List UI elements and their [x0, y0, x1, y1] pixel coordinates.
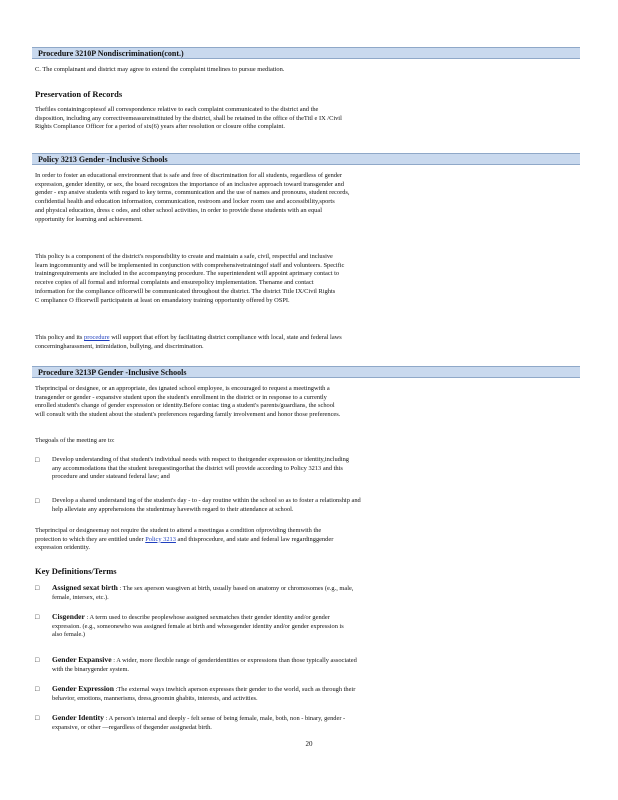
text-line: expression oridentity.	[35, 544, 90, 552]
checkbox-bullet-icon: □	[35, 685, 40, 693]
text-line: Thefiles containingcopiesof all correspondence relative to each complaint communicated to the district and the	[35, 106, 319, 113]
text-fragment: and thisprocedure, and state and federal law regardinggender	[177, 535, 334, 543]
page-number: 20	[305, 740, 313, 748]
policy-3213-link[interactable]: Policy 3213	[145, 535, 176, 543]
definition-term: Assigned sexat birth	[52, 584, 118, 592]
checkbox-bullet-icon: □	[35, 456, 40, 464]
checkbox-bullet-icon: □	[35, 613, 40, 621]
definition-term: Gender Identity	[52, 714, 104, 722]
text-line: learn ingcommunity and will be implemented in conjunction with comprehensivetrainingof staff and volunteers. Specific	[35, 261, 345, 269]
section-header-procedure-3210p: Procedure 3210P Nondiscrimination(cont.)	[32, 47, 580, 59]
checkbox-bullet-icon: □	[35, 656, 40, 664]
definition-text	[52, 685, 572, 703]
text-line: any accommodations that the student isrequestingorthat the district will provide according to Policy 3213 and this	[52, 464, 343, 472]
definition-term: Cisgender	[52, 613, 85, 621]
paragraph-goals	[35, 437, 570, 446]
text-line	[52, 656, 572, 666]
text-line: gender - exp ansive students with regard to key terms, communication and the use of names and pronouns, student records,	[35, 189, 350, 197]
text-line: behavior, emotions, mannerisms, dress,groomin ghabits, interests, and activities.	[52, 694, 258, 702]
text-line: enrolled student's change of gender expression or identity.Before contac ting a student's parents/guardians, the school	[35, 402, 335, 410]
text-line: C ompliance O fficerwill participatein at least on emandatory training opportunity offered by OSPI.	[35, 296, 290, 304]
paragraph-mediation	[35, 66, 570, 75]
text-line	[35, 334, 570, 343]
text-line: Theprincipal or designeemay not require the student to attend a meetingas a condition ofproviding themwith the	[35, 527, 322, 534]
text-line	[52, 584, 572, 594]
text-line: female, intersex, etc.).	[52, 593, 109, 601]
paragraph-procedure-meeting	[35, 385, 570, 420]
bullet-text	[52, 497, 572, 514]
text-line: information for the compliance officerwill be communicated throughout the district. The district Title IX/Civil Rights	[35, 287, 336, 295]
text-line: concerningharassment, intimidation, bullying, and discrimination.	[35, 342, 204, 350]
text-line: receive copies of all formal and informal complaints and ensurepolicy implementation. Thename and contact	[35, 279, 314, 287]
text-line: Rights Compliance Officer for a period of six(6) years after resolution or closure ofthe complaint.	[35, 123, 285, 131]
text-line: Develop a shared understand ing of the student's day - to - day routine within the school so as to foster a relationship and	[52, 497, 361, 504]
text-line: trainingrequirements are included in the accompanying procedure. The superintendent will appoint aprimary contact to	[35, 270, 340, 278]
text-line	[52, 685, 572, 695]
definition-text	[52, 584, 572, 602]
definition-body: : A person's internal and deeply - felt sense of being female, male, both, non - binary, gender -	[105, 715, 346, 722]
paragraph-policy-component	[35, 253, 570, 305]
checkbox-bullet-icon: □	[35, 714, 40, 722]
definition-body: : The sex aperson wasgiven at birth, usually based on anatomy or chromosomes (e.g., male,	[119, 585, 354, 592]
text-fragment: will support that effort by facilitating district compliance with local, state and federal laws	[111, 334, 342, 341]
text-fragment: protection to which they are entitled under	[35, 535, 144, 543]
text-line: Theprincipal or designee, or an appropriate, des ignated school employee, is encouraged to request a meetingwith a	[35, 385, 330, 392]
definition-text	[52, 656, 572, 674]
section-header-policy-3213: Policy 3213 Gender -Inclusive Schools	[32, 153, 580, 165]
text-line: expansive, or other —regardless of thegender assignedat birth.	[52, 723, 212, 731]
text-fragment: This policy and its	[35, 334, 83, 341]
text-line: also female.)	[52, 631, 86, 639]
text-line: with the binarygender system.	[52, 665, 130, 673]
paragraph-not-require	[35, 527, 570, 553]
definition-body: : A term used to describe peoplewhose assigned sexmatches their gender identity and/or gender	[86, 614, 330, 621]
bullet-text	[52, 456, 572, 482]
text-line: In order to foster an educational environment that is safe and free of discrimination for all students, regardless of gender	[35, 172, 343, 179]
definition-term: Gender Expansive	[52, 656, 112, 664]
text-line	[52, 613, 572, 623]
heading-preservation-of-records: Preservation of Records	[35, 89, 123, 99]
procedure-link[interactable]: procedure	[84, 334, 110, 341]
definition-text	[52, 613, 572, 640]
definition-text	[52, 714, 572, 732]
definition-term: Gender Expression	[52, 685, 114, 693]
definition-body: : A wider, more flexible range of genderidentities or expressions than those typically associated	[113, 657, 357, 664]
text-line: help alleviate any apprehensions the studentmay havewith regard to their attendance at school.	[52, 505, 294, 513]
text-line: Develop understanding of that student's individual needs with respect to theirgender expression or identity,including	[52, 456, 350, 463]
text-line: expression, gender identity, or sex, the board recognizes the importance of an inclusive approach toward transgender and	[35, 180, 344, 188]
paragraph-policy-support	[35, 334, 570, 351]
paragraph-preservation	[35, 106, 570, 132]
definition-body: :The external ways inwhich aperson expresses their gender to the world, such as through their	[115, 686, 356, 693]
text-line: expression. (e.g., someonewho was assigned female at birth and whosegender identity and/or gender expression is	[52, 622, 344, 630]
heading-key-definitions: Key Definitions/Terms	[35, 566, 117, 576]
text-line: This policy is a component of the district's responsibility to create and maintain a safe, civil, respectful and inclusive	[35, 253, 333, 260]
text-line	[52, 714, 572, 724]
paragraph-policy-intro	[35, 172, 570, 224]
text-line: procedure and under stateand federal law; and	[52, 473, 170, 481]
text-line: and physical education, dress c odes, and other school activities, in order to provide these students with an equal	[35, 206, 322, 214]
text-line: C. The complainant and district may agree to extend the complaint timelines to pursue mediation.	[35, 66, 285, 73]
section-header-procedure-3213p: Procedure 3213P Gender -Inclusive Schools	[32, 366, 580, 378]
text-line: confidential health and education information, communication, restroom and locker room use and accessibility,sports	[35, 198, 335, 206]
text-line	[35, 536, 570, 545]
text-line: opportunity for learning and achievement.	[35, 215, 143, 223]
text-line: will consult with the student about the student's preferences regarding family involvement and honor those preferences.	[35, 411, 341, 419]
text-line: disposition, including any correctivemeasureinstituted by the district, shall be retained in the office of theTitl e IX /Civil	[35, 114, 342, 122]
text-line: transgender or gender - expansive student upon the student's enrollment in the district or in response to a currently	[35, 393, 327, 401]
checkbox-bullet-icon: □	[35, 497, 40, 505]
checkbox-bullet-icon: □	[35, 584, 40, 592]
text-line: Thegoals of the meeting are to:	[35, 437, 115, 444]
